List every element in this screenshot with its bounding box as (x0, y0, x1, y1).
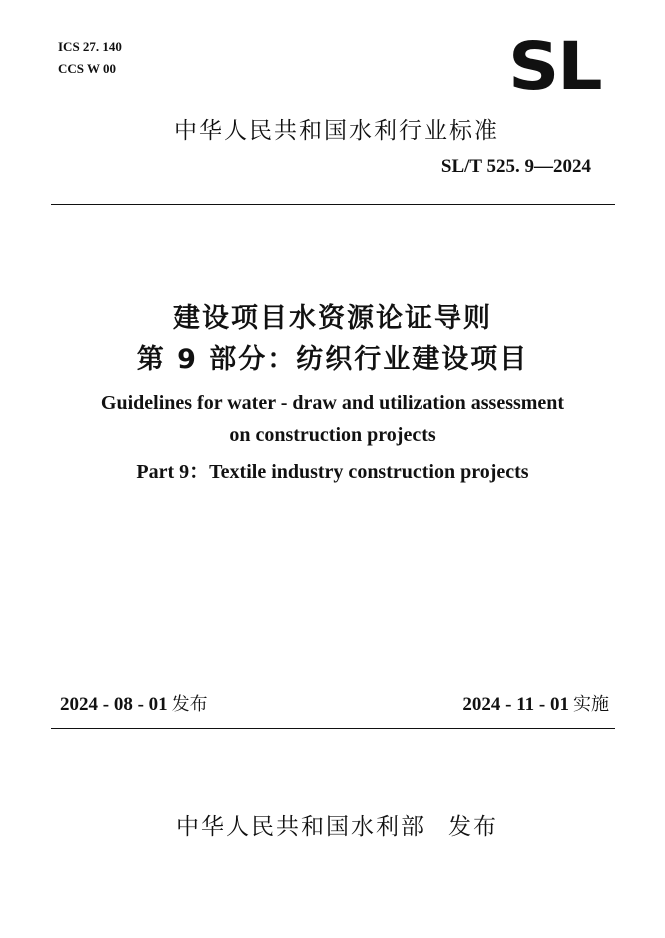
issuer-line (176, 808, 498, 841)
title-en-line1: Guidelines for water - draw and utilization assessment (100, 392, 565, 414)
title-cn-line1: 建设项目水资源论证导则 (173, 303, 492, 334)
issuer-label: 发布 (448, 814, 498, 840)
issuer-name: 中华人民共和国水利部 (176, 814, 426, 840)
implement-label: 实施 (573, 694, 609, 715)
issue-date: 2024 - 08 - 01 (60, 694, 168, 715)
title-en-line2: on construction projects (229, 424, 436, 446)
top-divider (51, 204, 615, 205)
implement-date: 2024 - 11 - 01 (462, 694, 569, 715)
title-en-line3: Part 9：Textile industry construction projects (136, 461, 529, 483)
bottom-divider (51, 728, 615, 729)
classification-codes (58, 36, 122, 80)
ccs-code: CCS W 00 (58, 61, 117, 76)
issue-label: 发布 (171, 694, 208, 715)
title-cn-line2: 第 9 部分：纺织行业建设项目 (136, 344, 529, 375)
ministry-standard-heading: 中华人民共和国水利行业标准 (174, 118, 499, 144)
sl-logo: SL (508, 28, 601, 105)
ics-code: ICS 27. 140 (58, 39, 122, 54)
standard-number: SL/T 525. 9—2024 (440, 156, 591, 177)
issue-date-block (60, 690, 208, 716)
implement-date-block (462, 690, 609, 716)
